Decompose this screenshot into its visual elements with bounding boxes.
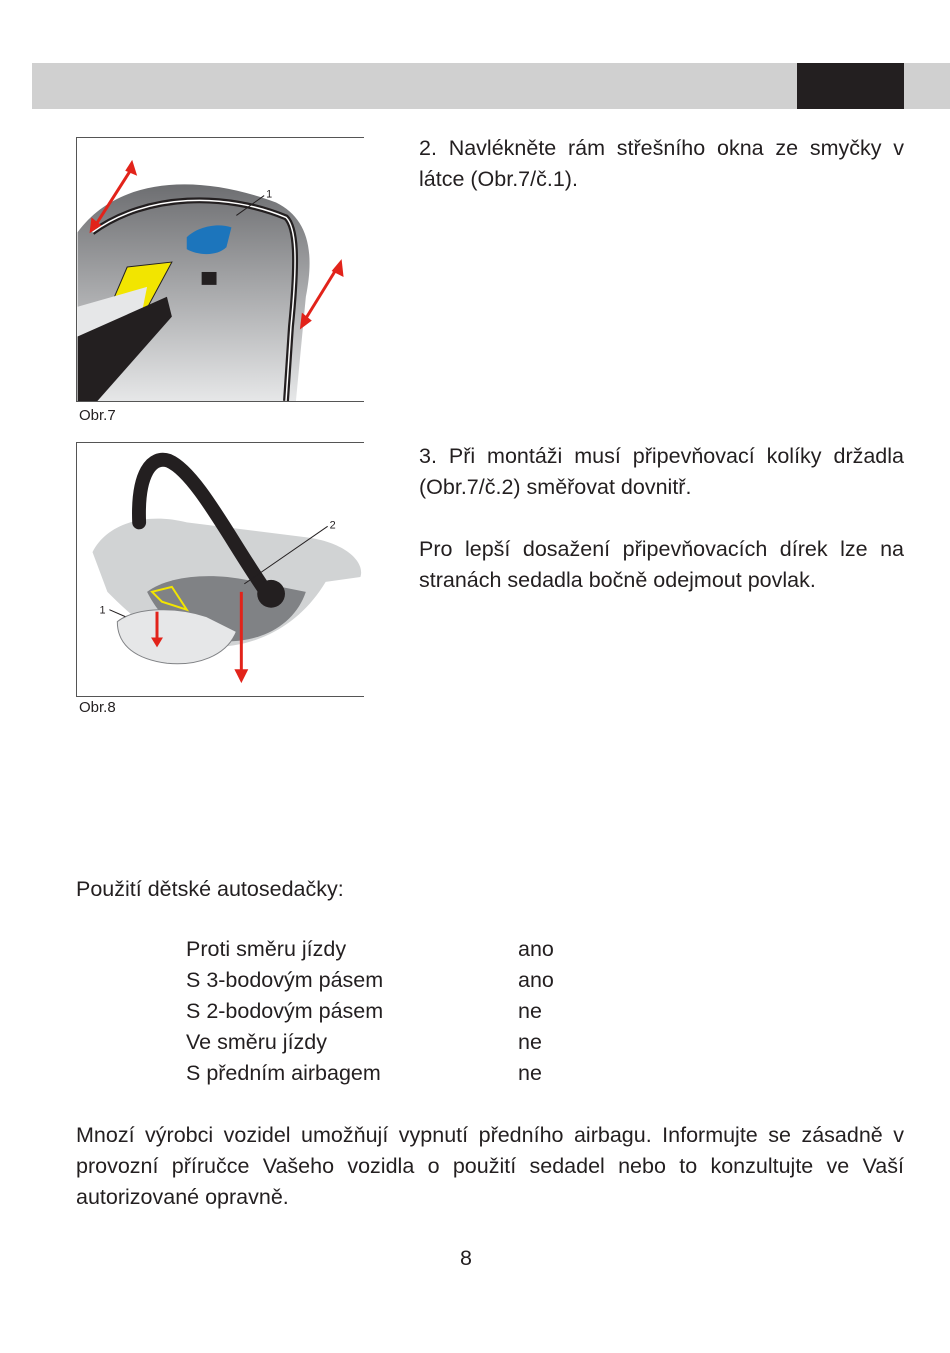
page-number: 8 bbox=[460, 1246, 472, 1270]
callout-1: 1 bbox=[99, 604, 106, 617]
usage-title: Použití dětské autosedačky: bbox=[76, 877, 344, 901]
usage-row bbox=[186, 1058, 554, 1089]
usage-row-value: ne bbox=[518, 1061, 542, 1085]
usage-row bbox=[186, 1027, 554, 1058]
step-3-text: 3. Při montáži musí připevňovací kolíky držadla (Obr.7/č.2) směřovat dovnitř. bbox=[419, 444, 904, 499]
usage-row-value: ne bbox=[518, 999, 542, 1023]
usage-row-label: Ve směru jízdy bbox=[186, 1030, 327, 1054]
red-arrow-down-head bbox=[234, 669, 248, 683]
usage-row-value: ano bbox=[518, 968, 554, 992]
red-arrow-right-head-bottom bbox=[300, 313, 312, 330]
usage-row-label: S 2-bodovým pásem bbox=[186, 999, 384, 1023]
usage-row bbox=[186, 996, 554, 1027]
figure-obr8-caption: Obr.8 bbox=[79, 699, 116, 716]
handle-pivot bbox=[257, 580, 285, 608]
figure-obr7 bbox=[76, 137, 364, 402]
figure-obr8 bbox=[76, 442, 364, 697]
figure-obr7-illustration bbox=[77, 138, 364, 401]
tip-text: Pro lepší dosažení připevňovacích dírek lze na stranách sedadla bočně odejmout povlak. bbox=[419, 537, 904, 592]
usage-row-value: ano bbox=[518, 937, 554, 961]
usage-row bbox=[186, 934, 554, 965]
callout-1: 1 bbox=[266, 188, 273, 201]
usage-row-label: S 3-bodovým pásem bbox=[186, 968, 384, 992]
step-2-text: 2. Navlékněte rám střešního okna ze smyčky v látce (Obr.7/č.1). bbox=[419, 136, 904, 191]
callout-line-1 bbox=[109, 610, 125, 617]
header-block bbox=[797, 63, 904, 109]
usage-row-value: ne bbox=[518, 1030, 542, 1054]
figure-obr8-illustration bbox=[77, 443, 364, 696]
usage-row bbox=[186, 965, 554, 996]
usage-table bbox=[186, 934, 554, 1089]
usage-row-label: Proti směru jízdy bbox=[186, 937, 347, 961]
airbag-note: Mnozí výrobci vozidel umožňují vypnutí předního airbagu. Informujte se zásadně v provozní příručce Vašeho vozidla o použití sedadel nebo to konzultujte ve Vaší autorizované opravně. bbox=[76, 1123, 904, 1209]
usage-row-label: S předním airbagem bbox=[186, 1061, 381, 1085]
figure-obr7-caption: Obr.7 bbox=[79, 407, 116, 424]
callout-2: 2 bbox=[329, 519, 336, 532]
belt-slot bbox=[202, 272, 217, 285]
